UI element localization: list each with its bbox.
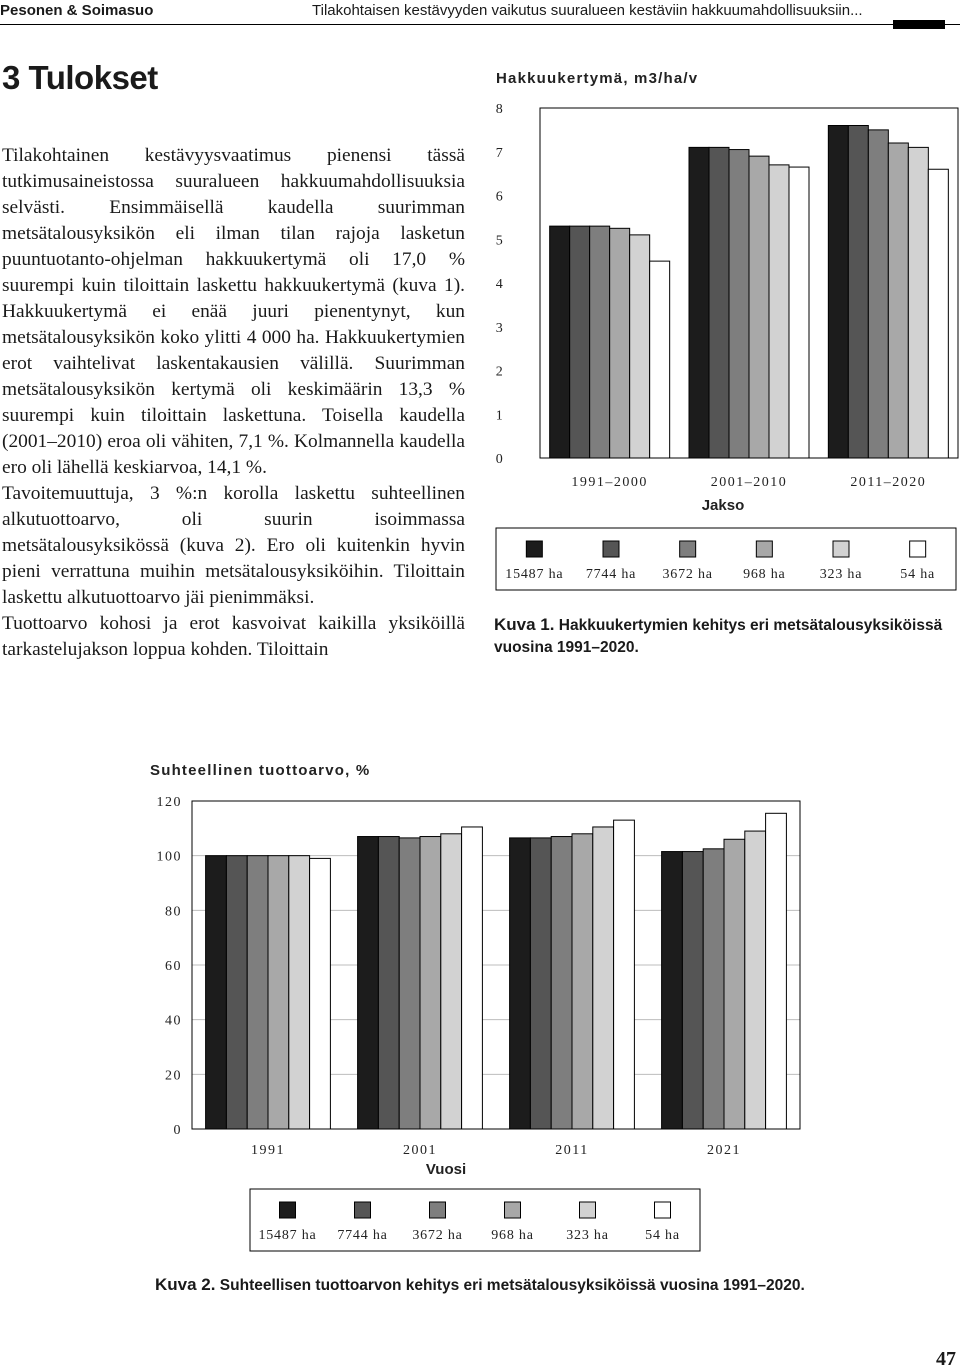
figure-1-caption: [494, 614, 958, 659]
legend-label: 323 ha: [566, 1228, 609, 1243]
bar-2-3: [530, 838, 551, 1129]
bar-4-4: [724, 839, 745, 1129]
y-tick-label: 100: [156, 849, 182, 865]
bar-6-2: [462, 827, 483, 1129]
bar-4-3: [888, 143, 908, 458]
legend-label: 54 ha: [645, 1228, 680, 1243]
legend-box: [250, 1189, 700, 1251]
bar-5-4: [745, 831, 766, 1129]
bar-3-3: [551, 837, 572, 1129]
bar-5-1: [289, 856, 310, 1129]
figure-1-caption-label: Kuva 1.: [494, 615, 555, 634]
x-tick-label: 2011–2020: [850, 475, 927, 490]
y-tick-label: 8: [495, 102, 505, 117]
bar-1-2: [358, 837, 379, 1129]
y-tick-label: 6: [495, 189, 505, 205]
figure-1-harvest-chart: [488, 58, 958, 598]
legend-swatch: [280, 1202, 296, 1218]
legend-swatch: [580, 1202, 596, 1218]
y-tick-label: 5: [495, 233, 505, 249]
legend-label: 15487 ha: [258, 1228, 317, 1243]
x-axis-label: Jakso: [701, 497, 745, 514]
legend-label: 968 ha: [491, 1228, 534, 1243]
chart-svg: [140, 755, 800, 1255]
bar-1-1: [550, 226, 570, 458]
page-number: 47: [936, 1348, 956, 1370]
bar-4-1: [268, 856, 289, 1129]
legend-swatch: [655, 1202, 671, 1218]
legend-label: 3672 ha: [412, 1228, 463, 1243]
bar-1-3: [828, 126, 848, 459]
bar-1-3: [510, 838, 531, 1129]
y-tick-label: 2: [495, 364, 505, 380]
bar-6-4: [766, 813, 787, 1129]
y-tick-label: 0: [495, 452, 505, 467]
bar-5-2: [769, 165, 789, 458]
legend-label: 54 ha: [900, 567, 936, 582]
bar-3-1: [247, 856, 268, 1129]
legend-label: 968 ha: [743, 567, 786, 582]
bar-5-3: [908, 147, 928, 458]
bar-1-2: [689, 147, 709, 458]
legend-label: 7744 ha: [337, 1228, 388, 1243]
chart-title: Suhteellinen tuottoarvo, %: [150, 762, 371, 779]
bar-4-2: [420, 837, 441, 1129]
bar-1-4: [662, 852, 683, 1129]
bar-5-2: [441, 834, 462, 1129]
bar-1-1: [206, 856, 227, 1129]
legend-swatch: [756, 541, 772, 557]
chart-svg: [488, 58, 958, 598]
x-tick-label: 2001: [403, 1143, 437, 1158]
bar-4-2: [749, 156, 769, 458]
bar-2-1: [570, 226, 590, 458]
body-paragraph-3: Tuottoarvo kohosi ja erot kasvoivat kaikilla yksiköillä tarkastelujakson loppua kohden. Tiloittain: [2, 613, 465, 660]
legend-swatch: [833, 541, 849, 557]
y-tick-label: 40: [165, 1013, 182, 1029]
bar-3-2: [399, 838, 420, 1129]
x-tick-label: 1991–2000: [571, 475, 648, 490]
legend-label: 3672 ha: [662, 567, 713, 582]
y-tick-label: 3: [495, 320, 505, 336]
chart-title: Hakkuukertymä, m3/ha/v: [496, 70, 699, 87]
bar-3-4: [703, 849, 724, 1129]
bar-6-1: [650, 261, 670, 458]
y-tick-label: 1: [495, 408, 505, 424]
x-tick-label: 2011: [555, 1143, 589, 1158]
bar-2-4: [682, 852, 703, 1129]
bar-6-3: [928, 169, 948, 458]
bar-3-2: [729, 150, 749, 458]
section-title: 3 Tulokset: [2, 59, 158, 96]
y-tick-label: 20: [165, 1068, 182, 1084]
y-tick-label: 0: [173, 1123, 182, 1138]
bar-2-3: [848, 126, 868, 459]
x-tick-label: 2021: [707, 1143, 741, 1158]
figure-2-caption: [155, 1274, 855, 1297]
legend-label: 15487 ha: [505, 567, 564, 582]
legend-label: 7744 ha: [585, 567, 637, 582]
bar-6-1: [310, 858, 331, 1129]
body-paragraph-1: Tilakohtainen kestävyysvaatimus pienensi tässä tutkimusaineistossa suuralueen hakkuumahdollisuuksia selvästi. Ensimmäisellä kaudella suurimman metsätalousyksikön eli ilman tilan rajoja lasketun puuntuotanto-ohjelman hakkuukertymä oli 17,0 % suurempi kuin tiloittain laskettu hakkuukertymä (kuva 1). Hakkuukertymä ei enää juuri pienentynyt, kun metsätalousyksikön koko ylitti 4 000 ha. Hakkuukertymien erot vaihtelivat laskentakausien välillä. Suurimman metsätalousyksikön kertymä oli keskimäärin 13,3 % suurempi kuin tiloittain laskettuna. Toisella kaudella (2001–2010) eroa oli vähiten, 7,1 %. Kolmannella kaudella ero oli lähellä keskiarvoa, 14,1 %.: [2, 145, 465, 478]
bar-2-2: [378, 837, 399, 1129]
y-tick-label: 80: [165, 904, 182, 920]
x-axis-label: Vuosi: [425, 1161, 467, 1178]
x-tick-label: 1991: [251, 1143, 285, 1158]
bar-2-2: [709, 147, 729, 458]
header-marker: [893, 20, 945, 29]
legend-swatch: [680, 541, 696, 557]
figure-2-caption-text: Suhteellisen tuottoarvon kehitys eri metsätalousyksiköissä vuosina 1991–2020.: [219, 1277, 805, 1294]
legend-box: [496, 528, 956, 590]
y-tick-label: 60: [165, 959, 182, 974]
figure-2-value-chart: [140, 755, 800, 1255]
bar-6-3: [614, 820, 635, 1129]
bar-6-2: [789, 167, 809, 458]
figure-1-caption-text: Hakkuukertymien kehitys eri metsätalousyksiköissä vuosina 1991–2020.: [494, 617, 943, 656]
legend-label: 323 ha: [819, 567, 863, 582]
legend-swatch: [910, 541, 926, 557]
y-tick-label: 4: [495, 277, 505, 292]
y-tick-label: 7: [495, 145, 505, 161]
bar-2-1: [226, 856, 247, 1129]
legend-swatch: [355, 1202, 371, 1218]
bar-3-3: [868, 130, 888, 458]
body-paragraph-2: Tavoitemuuttuja, 3 %:n korolla laskettu suhteellinen alkutuottoarvo, oli suurin isoimmassa metsätalousyksikössä (kuva 2). Ero oli kuitenkin hyvin pieni verrattuna muihin metsätalousyksiköihin. Tiloittain laskettu alkutuottoarvo jäi pienimmäksi.: [2, 483, 465, 608]
bar-5-3: [593, 827, 614, 1129]
legend-swatch: [603, 541, 619, 557]
legend-swatch: [505, 1202, 521, 1218]
x-tick-label: 2001–2010: [710, 475, 788, 490]
legend-swatch: [526, 541, 542, 557]
running-header-authors: Pesonen & Soimasuo: [0, 2, 154, 19]
bar-4-1: [610, 228, 630, 458]
bar-4-3: [572, 834, 593, 1129]
running-header-title: Tilakohtaisen kestävyyden vaikutus suuralueen kestäviin hakkuumahdollisuuksiin...: [312, 2, 863, 19]
body-text-column: [2, 143, 465, 663]
header-rule: [0, 24, 960, 25]
legend-swatch: [430, 1202, 446, 1218]
y-tick-label: 120: [156, 795, 182, 810]
figure-2-caption-label: Kuva 2.: [155, 1275, 216, 1294]
bar-5-1: [630, 235, 650, 458]
bar-3-1: [590, 226, 610, 458]
